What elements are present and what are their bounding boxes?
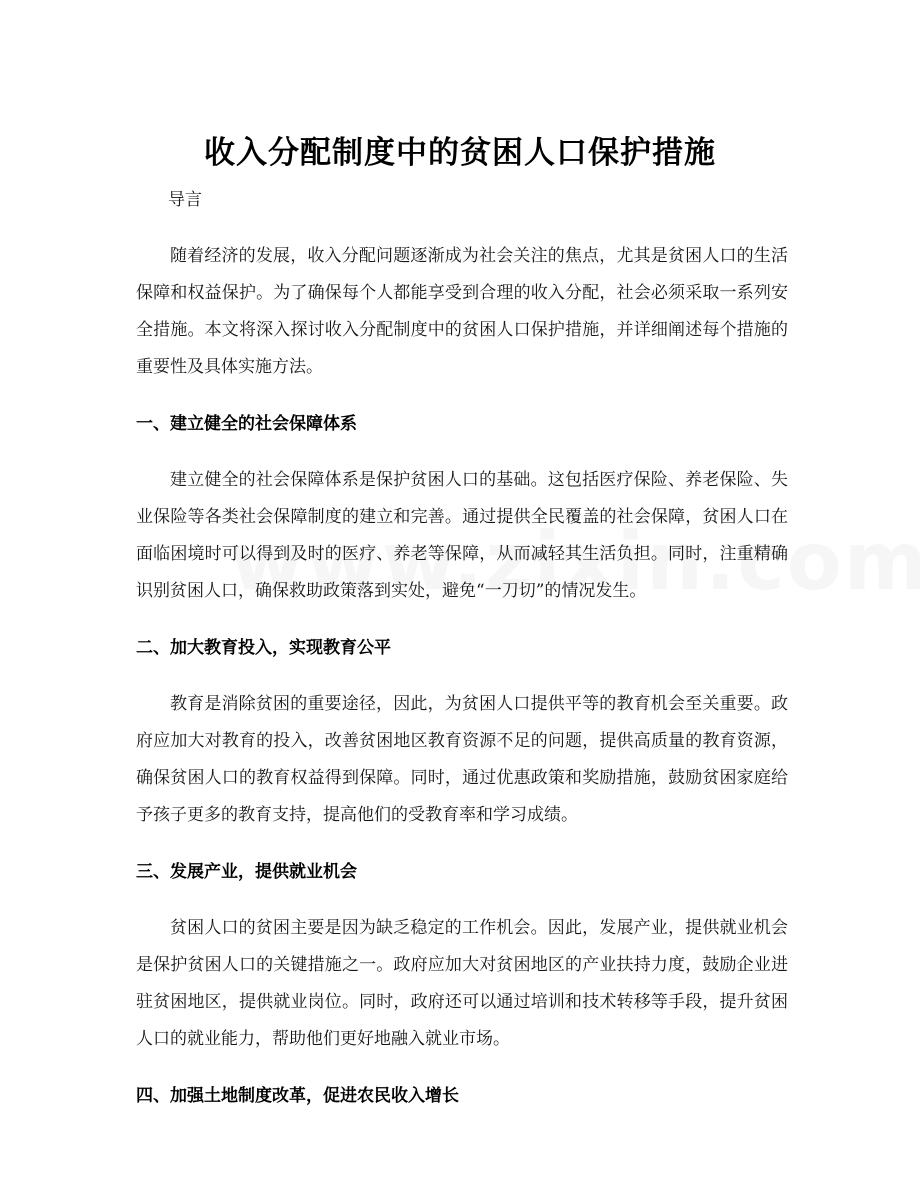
intro-label: 导言 — [168, 190, 202, 210]
intro-paragraph: 随着经济的发展，收入分配问题逐渐成为社会关注的焦点，尤其是贫困人口的生活保障和权益保护。为了确保每个人都能享受到合理的收入分配，社会必须采取一系列安全措施。本文将深入探讨收入分配制度中的贫困人口保护措施，并详细阐述每个措施的重要性及具体实施方法。 — [136, 246, 788, 377]
section-heading-3: 三、发展产业，提供就业机会 — [136, 862, 357, 882]
section-paragraph-2: 教育是消除贫困的重要途径，因此，为贫困人口提供平等的教育机会至关重要。政府应加大对教育的投入，改善贫困地区教育资源不足的问题，提供高质量的教育资源，确保贫困人口的教育权益得到保障。同时，通过优惠政策和奖励措施，鼓励贫困家庭给予孩子更多的教育支持，提高他们的受教育率和学习成绩。 — [136, 694, 788, 825]
section-heading-4: 四、加强土地制度改革，促进农民收入增长 — [136, 1086, 459, 1106]
section-paragraph-1: 建立健全的社会保障体系是保护贫困人口的基础。这包括医疗保险、养老保险、失业保险等各类社会保障制度的建立和完善。通过提供全民覆盖的社会保障，贫困人口在面临困境时可以得到及时的医疗、养老等保障，从而减轻其生活负担。同时，注重精确识别贫困人口，确保救助政策落到实处，避免“一刀切”的情况发生。 — [136, 470, 788, 601]
section-paragraph-3: 贫困人口的贫困主要是因为缺乏稳定的工作机会。因此，发展产业，提供就业机会是保护贫困人口的关键措施之一。政府应加大对贫困地区的产业扶持力度，鼓励企业进驻贫困地区，提供就业岗位。同时，政府还可以通过培训和技术转移等手段，提升贫困人口的就业能力，帮助他们更好地融入就业市场。 — [136, 918, 788, 1049]
page-title: 收入分配制度中的贫困人口保护措施 — [204, 134, 716, 171]
section-heading-1: 一、建立健全的社会保障体系 — [136, 414, 357, 434]
document-body — [136, 182, 788, 1115]
section-heading-2: 二、加大教育投入，实现教育公平 — [136, 638, 391, 658]
